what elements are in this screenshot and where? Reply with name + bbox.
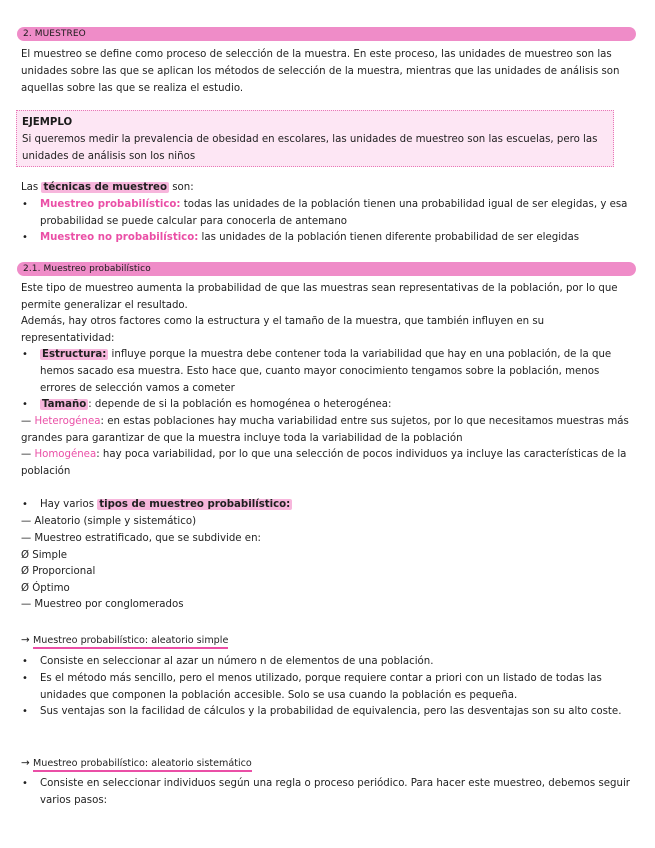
intro-paragraph: El muestreo se define como proceso de selección de la muestra. En este proceso, las unidades de muestreo son las unidades sobre las que se aplican los métodos de selección de la muestra, mientras que las unidades de análisis son aquellas sobre las que se realiza el estudio. [21,49,620,94]
techniques-suffix: son: [168,182,194,193]
techniques-highlight: técnicas de muestreo [43,182,167,193]
types-prefix: Hay varios [40,499,98,510]
list-item [21,347,631,397]
example-text: Si queremos medir la prevalencia de obesidad en escolares, las unidades de muestreo son las escuelas, pero las unidades de análisis son los niños [22,133,598,162]
subheading-aleatorio-simple [21,632,228,650]
list-item [21,397,631,414]
heterogenea-paragraph [21,414,631,448]
section-header-muestreo [17,27,636,41]
term-tamano: Tamaño [42,399,87,410]
term-estructura: Estructura: [42,349,107,360]
section-title: 2. MUESTREO [23,29,86,39]
bullet-icon: • [22,778,28,789]
subheading-aleatorio-sistematico [21,755,252,773]
list-item-text: Consiste en seleccionar al azar un número n de elementos de una población. [40,656,434,667]
term-homogenea: Homogénea [34,449,97,460]
subheading-title: Muestreo probabilístico: aleatorio sistemático [33,758,252,772]
dash: — [21,449,35,460]
bullet-icon: • [22,199,28,210]
prob-paragraph-2: Además, hay otros factores como la estructura y el tamaño de la muestra, que también influyen en su representatividad: [21,316,545,344]
list-item [21,497,631,514]
section-title: 2.1. Muestreo probabilístico [23,264,151,274]
list-item [21,704,631,721]
type-line: Ø Proporcional [21,566,96,577]
bullet-icon: • [22,232,28,243]
types-highlight: tipos de muestreo probabilístico: [99,499,291,510]
list-item-text: influye porque la muestra debe contener toda la variabilidad que hay en una población, de la que hemos sacado esa muestra. Esto hace que, cuanto mayor conocimiento tengamos sobre la población, menos errores de selección vamos a cometer [40,349,612,394]
bullet-icon: • [22,399,28,410]
example-box [16,110,614,167]
type-line: — Muestreo estratificado, que se subdivide en: [21,533,261,544]
techniques-intro [21,180,631,197]
list-item [21,654,631,671]
section-header-probabilistico [17,262,636,276]
paragraph-text: : hay poca variabilidad, por lo que una selección de pocos individuos ya incluye las características de la población [21,449,627,477]
list-item [21,671,631,705]
list-item-text: Consiste en seleccionar individuos según una regla o proceso periódico. Para hacer este muestreo, debemos seguir varios pasos: [40,778,630,806]
bullet-icon: • [22,349,28,360]
bullet-icon: • [22,656,28,667]
type-line: — Aleatorio (simple y sistemático) [21,516,197,527]
type-line: Ø Simple [21,550,68,561]
arrow-icon: → [21,634,34,646]
bullet-icon: • [22,499,28,510]
bullet-icon: • [22,706,28,717]
list-item-text: todas las unidades de la población tienen una probabilidad igual de ser elegidas, y esa probabilidad se puede calcular para conocerla de antemano [40,199,628,227]
example-title: EJEMPLO [22,117,73,128]
arrow-icon: → [21,757,34,769]
term-heterogenea: Heterogénea [34,416,101,427]
paragraph-text: : en estas poblaciones hay mucha variabilidad entre sus sujetos, por lo que necesitamos muestras más grandes para garantizar de que la muestra incluye toda la variabilidad de la población [21,416,629,444]
list-item [21,197,631,231]
term-probabilistico: Muestreo probabilístico: [40,199,181,210]
list-item [21,230,631,247]
dash: — [21,416,35,427]
homogenea-paragraph [21,447,631,481]
bullet-icon: • [22,673,28,684]
list-item-text: Es el método más sencillo, pero el menos utilizado, porque requiere contar a priori con un listado de todas las unidades que componen la población accesible. Solo se usa cuando la población es pequeña. [40,673,602,701]
prob-paragraph-1: Este tipo de muestreo aumenta la probabilidad de que las muestras sean representativas de la población, por lo que permite generalizar el resultado. [21,283,618,311]
list-item-text: Sus ventajas son la facilidad de cálculos y la probabilidad de equivalencia, pero las desventajas son su alto coste. [40,706,622,717]
list-item-text: : depende de si la población es homogénea o heterogénea: [88,399,392,410]
term-no-probabilistico: Muestreo no probabilístico: [40,232,199,243]
type-line: Ø Óptimo [21,583,70,594]
subheading-title: Muestreo probabilístico: aleatorio simple [33,635,228,649]
list-item-text: las unidades de la población tienen diferente probabilidad de ser elegidas [198,232,580,243]
list-item [21,776,631,810]
techniques-prefix: Las [21,182,42,193]
type-line: — Muestreo por conglomerados [21,599,184,610]
